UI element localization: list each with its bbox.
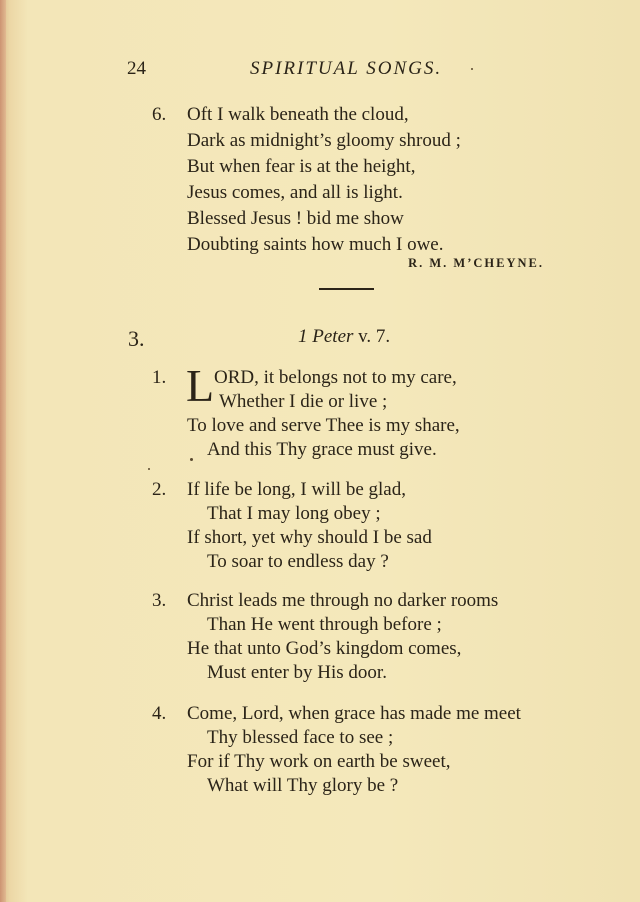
verse-line: Must enter by His door. [207, 662, 387, 683]
verse-line: Jesus comes, and all is light. [187, 182, 403, 203]
verse-line: He that unto God’s kingdom comes, [187, 638, 462, 659]
verse-line: Whether I die or live ; [219, 391, 388, 412]
verse-line: But when fear is at the height, [187, 156, 416, 177]
verse-number: 1. [152, 367, 167, 388]
paper-speck [148, 468, 150, 470]
section-divider [319, 288, 374, 290]
page-header [0, 58, 640, 88]
page-number: 24 [127, 58, 146, 79]
verse-line: If life be long, I will be glad, [187, 479, 406, 500]
verse-line: Come, Lord, when grace has made me meet [187, 703, 521, 724]
verse-line: What will Thy glory be ? [207, 775, 399, 796]
verse-line: Christ leads me through no darker rooms [187, 590, 499, 611]
verse-number: 4. [152, 703, 167, 724]
verse-line: For if Thy work on earth be sweet, [187, 751, 451, 772]
page-edge [0, 0, 6, 902]
verse-number: 3. [152, 590, 167, 611]
verse-line: Oft I walk beneath the cloud, [187, 104, 409, 125]
verse-line: Blessed Jesus ! bid me show [187, 208, 404, 229]
verse-line: If short, yet why should I be sad [187, 527, 432, 548]
verse-number: 6. [152, 104, 167, 125]
author-attribution: R. M. M’CHEYNE. [408, 256, 544, 270]
verse-line: That I may long obey ; [207, 503, 381, 524]
verse-line: To love and serve Thee is my share, [187, 415, 460, 436]
verse-line: ORD, it belongs not to my care, [214, 367, 457, 388]
scripture-book: 1 Peter [298, 326, 354, 347]
paper-speck [471, 68, 473, 70]
verse-line: And this Thy grace must give. [207, 439, 437, 460]
verse-line: Than He went through before ; [207, 614, 442, 635]
verse-line: Doubting saints how much I owe. [187, 234, 444, 255]
verse-number: 2. [152, 479, 167, 500]
scripture-reference [298, 326, 390, 348]
hymn-number: 3. [128, 326, 145, 351]
running-title: SPIRITUAL SONGS. [250, 58, 443, 79]
verse-line: To soar to endless day ? [207, 551, 389, 572]
verse-line: Thy blessed face to see ; [207, 727, 394, 748]
drop-cap: L [186, 360, 215, 411]
paper-speck [190, 458, 193, 461]
verse-line: Dark as midnight’s gloomy shroud ; [187, 130, 461, 151]
scripture-chapter-verse: v. 7. [353, 326, 391, 347]
